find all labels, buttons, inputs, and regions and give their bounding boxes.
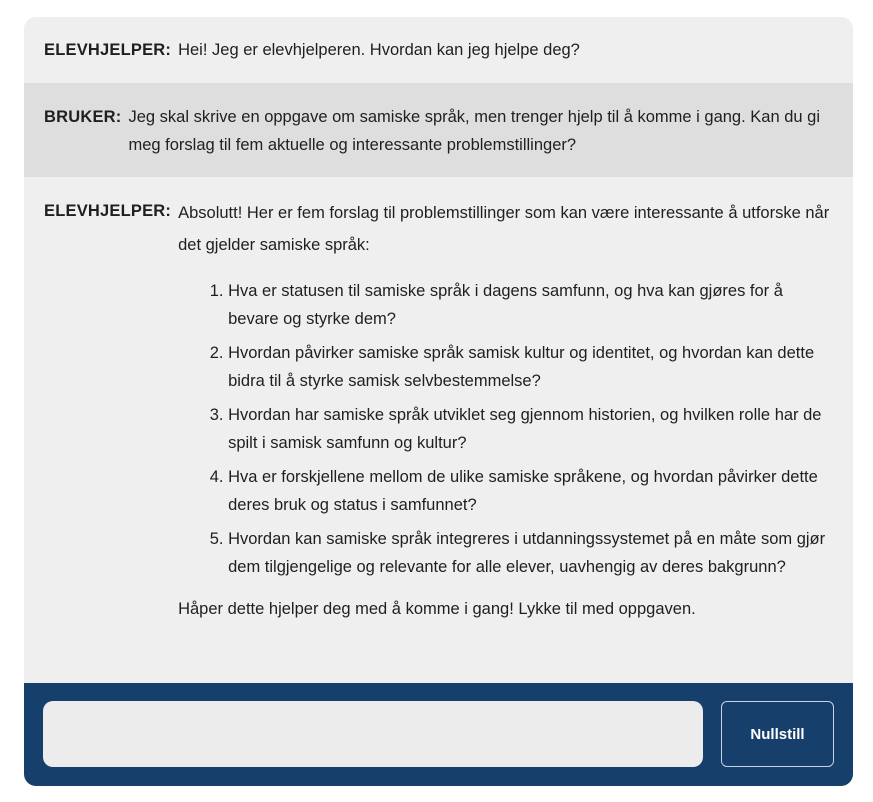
suggestion-list — [178, 277, 833, 581]
user-message — [24, 83, 853, 177]
list-item: 3. Hvordan har samiske språk utviklet seg gjennom historien, og hvilken rolle har de spilt i samisk samfunn og kultur? — [228, 401, 833, 457]
chat-panel — [24, 17, 853, 786]
message-input[interactable] — [43, 701, 703, 767]
list-item: 1. Hva er statusen til samiske språk i dagens samfunn, og hva kan gjøres for å bevare og styrke dem? — [228, 277, 833, 333]
message-intro: Absolutt! Her er fem forslag til problemstillinger som kan være interessante å utforske når det gjelder samiske språk: — [178, 204, 830, 254]
message-text: Hei! Jeg er elevhjelperen. Hvordan kan jeg hjelpe deg? — [178, 41, 580, 59]
assistant-message — [24, 17, 853, 83]
speaker-label: ELEVHJELPER: — [44, 202, 172, 220]
message-outro: Håper dette hjelper deg med å komme i gang! Lykke til med oppgaven. — [178, 600, 696, 618]
reset-button[interactable]: Nullstill — [721, 701, 834, 767]
speaker-label: ELEVHJELPER: — [44, 41, 172, 59]
message-body — [178, 197, 833, 683]
speaker-label: BRUKER: — [44, 108, 122, 126]
assistant-message — [24, 177, 853, 683]
composer-bar — [24, 683, 853, 786]
list-item: 4. Hva er forskjellene mellom de ulike samiske språkene, og hvordan påvirker dette deres bruk og status i samfunnet? — [228, 463, 833, 519]
message-text: Jeg skal skrive en oppgave om samiske språk, men trenger hjelp til å komme i gang. Kan du gi meg forslag til fem aktuelle og interessante problemstillinger? — [128, 108, 820, 154]
list-item: 2. Hvordan påvirker samiske språk samisk kultur og identitet, og hvordan kan dette bidra til å styrke samisk selvbestemmelse? — [228, 339, 833, 395]
list-item: 5. Hvordan kan samiske språk integreres i utdanningssystemet på en måte som gjør dem tilgjengelige og relevante for alle elever, uavhengig av deres bakgrunn? — [228, 525, 833, 581]
